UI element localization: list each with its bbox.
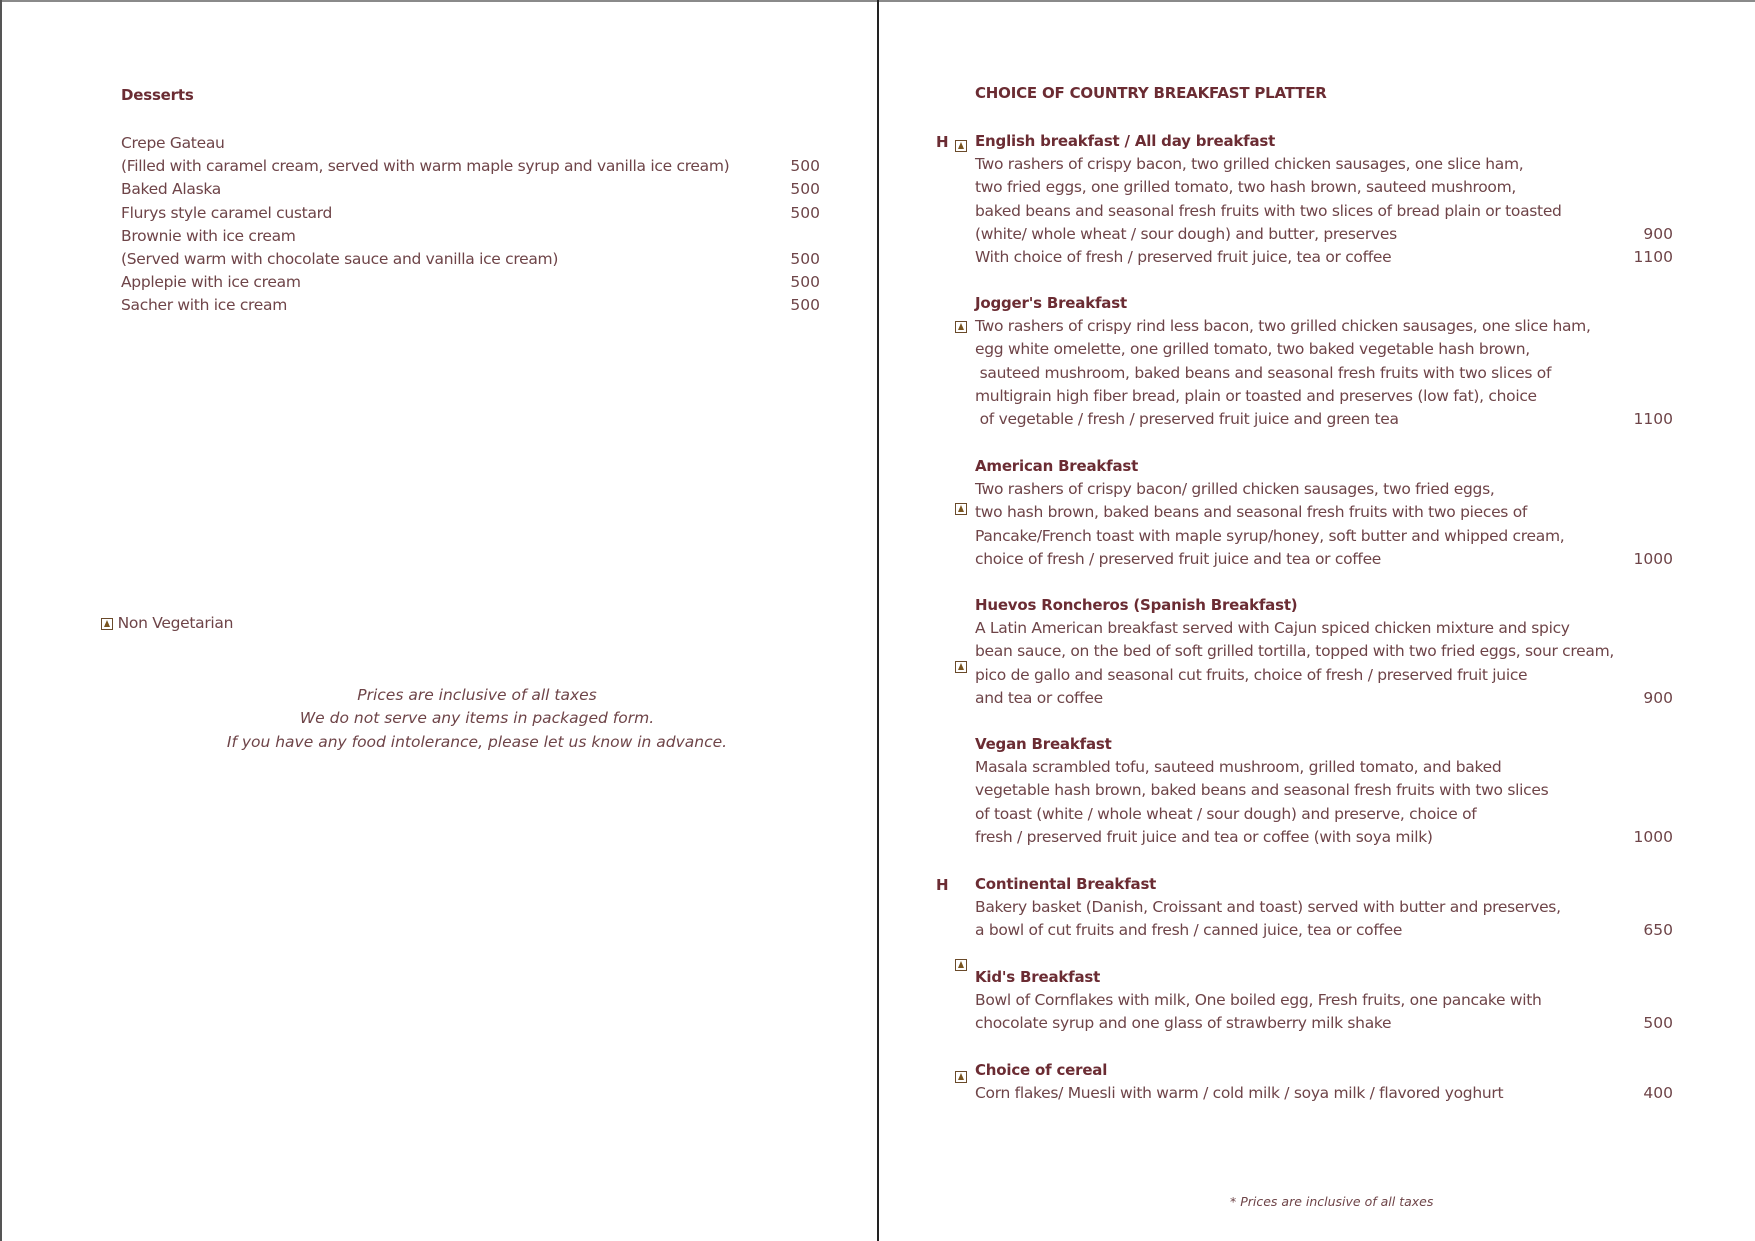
breakfast-description-line: vegetable hash brown, baked beans and seasonal fresh fruits with two slices [975,781,1549,800]
breakfast-description-line: Masala scrambled tofu, sauteed mushroom, grilled tomato, and baked [975,758,1502,777]
non-veg-icon [955,1071,967,1083]
breakfast-name: Choice of cereal [975,1061,1108,1079]
breakfast-description-line: A Latin American breakfast served with Cajun spiced chicken mixture and spicy [975,619,1570,638]
breakfast-description-line: of vegetable / fresh / preserved fruit juice and green tea [975,410,1399,428]
breakfast-description-line: two hash brown, baked beans and seasonal fresh fruits with two pieces of [975,503,1528,522]
legend-non-veg [101,614,233,632]
dessert-name: Sacher with ice cream [121,296,288,315]
breakfast-price: 650 [1643,921,1673,940]
breakfast-description-line: chocolate syrup and one glass of strawberry milk shake [975,1014,1392,1033]
breakfast-description-line: and tea or coffee [975,688,1103,707]
breakfast-title: CHOICE OF COUNTRY BREAKFAST PLATTER [975,84,1327,102]
healthy-marker: H [936,133,949,151]
dessert-price: 500 [790,250,820,268]
breakfast-description-line: With choice of fresh / preserved fruit juice, tea or coffee [975,248,1392,266]
breakfast-description-line: Two rashers of crispy bacon, two grilled chicken sausages, one slice ham, [975,155,1524,174]
dessert-price: 500 [790,203,820,222]
breakfast-description-line: fresh / preserved fruit juice and tea or coffee (with soya milk) [975,827,1433,846]
breakfast-description-line: Bowl of Cornflakes with milk, One boiled egg, Fresh fruits, one pancake with [975,991,1542,1010]
breakfast-description-line: Pancake/French toast with maple syrup/honey, soft butter and whipped cream, [975,526,1565,545]
notes [140,684,814,754]
non-veg-icon [101,618,113,630]
breakfast-name: Continental Breakfast [975,875,1157,893]
non-veg-icon [955,503,967,515]
breakfast-price: 400 [1643,1084,1673,1103]
breakfast-price: 1000 [1633,549,1673,568]
dessert-description: (Served warm with chocolate sauce and vanilla ice cream) [121,250,559,268]
footnote: * Prices are inclusive of all taxes [1230,1194,1434,1209]
breakfast-price: 900 [1643,688,1673,707]
dessert-price: 500 [790,296,820,315]
breakfast-description-line: a bowl of cut fruits and fresh / canned juice, tea or coffee [975,921,1403,940]
non-veg-icon [955,661,967,673]
breakfast-description-line: bean sauce, on the bed of soft grilled tortilla, topped with two fried eggs, sour cream, [975,642,1614,661]
breakfast-price: 900 [1643,224,1673,243]
note-taxes: Prices are inclusive of all taxes [357,686,597,704]
breakfast-price: 1100 [1633,248,1673,266]
breakfast-description-line: (white/ whole wheat / sour dough) and butter, preserves [975,224,1397,243]
non-veg-icon [955,321,967,333]
dessert-price: 500 [790,273,820,292]
dessert-name: Baked Alaska [121,180,221,199]
breakfast-description-line: pico de gallo and seasonal cut fruits, choice of fresh / preserved fruit juice [975,665,1528,684]
legend-label: Non Vegetarian [117,614,234,632]
dessert-description: (Filled with caramel cream, served with warm maple syrup and vanilla ice cream) [121,157,730,176]
breakfast-name: Jogger's Breakfast [975,294,1127,312]
note-intolerance: If you have any food intolerance, please let us know in advance. [226,732,728,751]
breakfast-price: 1000 [1633,827,1673,846]
breakfast-description-line: egg white omelette, one grilled tomato, two baked vegetable hash brown, [975,340,1530,359]
breakfast-name: English breakfast / All day breakfast [975,132,1276,150]
breakfast-price: 1100 [1633,410,1673,428]
dessert-name: Flurys style caramel custard [121,203,332,222]
breakfast-name: American Breakfast [975,457,1139,475]
non-veg-icon [955,140,967,152]
breakfast-name: Huevos Roncheros (Spanish Breakfast) [975,596,1298,614]
breakfast-description-line: Two rashers of crispy rind less bacon, two grilled chicken sausages, one slice ham, [975,317,1591,336]
breakfast-name: Kid's Breakfast [975,968,1101,986]
dessert-name: Crepe Gateau [121,134,225,152]
note-packaged: We do not serve any items in packaged form. [299,709,655,728]
desserts-title: Desserts [121,86,194,104]
breakfast-name: Vegan Breakfast [975,735,1112,753]
breakfast-description-line: sauteed mushroom, baked beans and seasonal fresh fruits with two slices of [975,363,1552,382]
dessert-name: Brownie with ice cream [121,226,296,245]
breakfast-description-line: Two rashers of crispy bacon/ grilled chicken sausages, two fried eggs, [975,480,1495,499]
breakfast-description-line: choice of fresh / preserved fruit juice and tea or coffee [975,549,1382,568]
breakfast-description-line: Bakery basket (Danish, Croissant and toast) served with butter and preserves, [975,898,1561,917]
breakfast-description-line: Corn flakes/ Muesli with warm / cold milk / soya milk / flavored yoghurt [975,1084,1504,1103]
breakfast-description-line: of toast (white / whole wheat / sour dough) and preserve, choice of [975,804,1477,823]
healthy-marker: H [936,876,949,894]
breakfast-price: 500 [1643,1014,1673,1033]
breakfast-description-line: baked beans and seasonal fresh fruits with two slices of bread plain or toasted [975,201,1562,220]
page-left-border [0,0,2,1241]
dessert-price: 500 [790,180,820,199]
breakfast-description-line: two fried eggs, one grilled tomato, two hash brown, sauteed mushroom, [975,178,1517,197]
dessert-name: Applepie with ice cream [121,273,301,292]
dessert-price: 500 [790,157,820,176]
breakfast-description-line: multigrain high fiber bread, plain or toasted and preserves (low fat), choice [975,386,1537,405]
page-divider [877,0,879,1241]
non-veg-icon [955,959,967,971]
